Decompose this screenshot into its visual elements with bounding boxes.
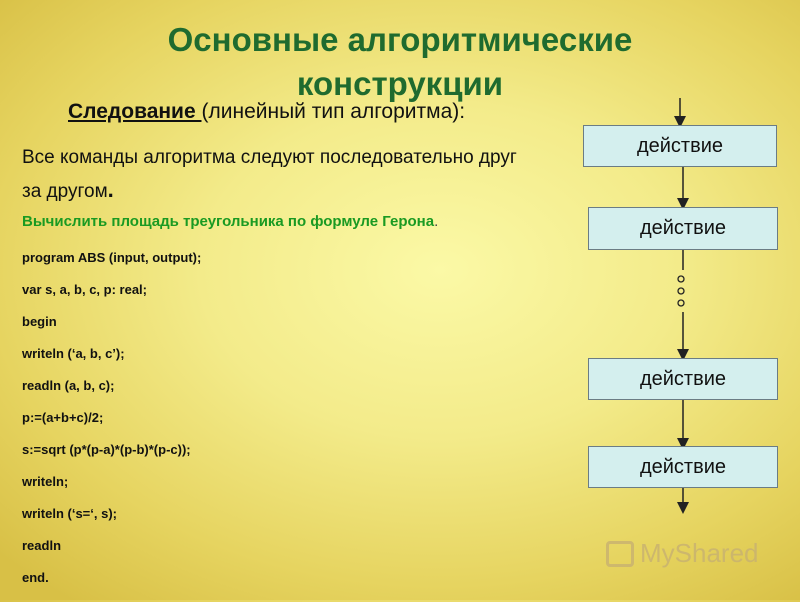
code-line: begin bbox=[22, 314, 57, 329]
code-line: program ABS (input, output); bbox=[22, 250, 202, 265]
flow-block-4: действие bbox=[588, 446, 778, 488]
description-line2-text: за другом bbox=[22, 181, 108, 202]
flow-block-3: действие bbox=[588, 358, 778, 400]
watermark-logo bbox=[606, 538, 759, 569]
code-line: writeln; bbox=[22, 474, 69, 489]
code-line: p:=(a+b+c)/2; bbox=[22, 410, 104, 425]
subtitle-rest: (линейный тип алгоритма): bbox=[201, 100, 466, 123]
slide-title-line1: Основные алгоритмические bbox=[167, 21, 633, 58]
subtitle-term: Следование bbox=[68, 100, 202, 123]
description-period: . bbox=[107, 177, 114, 202]
myshared-logo-icon bbox=[606, 541, 634, 567]
description-line1: Все команды алгоритма следуют последовательно друг bbox=[22, 147, 517, 168]
flow-block-2: действие bbox=[588, 207, 778, 250]
task-text: Вычислить площадь треугольника по формуле Герона bbox=[22, 213, 435, 230]
code-line: s:=sqrt (p*(p-a)*(p-b)*(p-c)); bbox=[22, 442, 191, 457]
code-line: end. bbox=[22, 570, 49, 585]
ellipsis-dot bbox=[678, 300, 684, 306]
watermark-text: MyShared bbox=[640, 538, 759, 568]
slide-title-line2: конструкции bbox=[296, 65, 504, 102]
code-line: writeln (‘s=‘, s); bbox=[22, 506, 117, 521]
flow-block-1: действие bbox=[583, 125, 777, 167]
code-line: readln bbox=[22, 538, 62, 553]
ellipsis-dot bbox=[678, 288, 684, 294]
code-line: readln (a, b, c); bbox=[22, 378, 115, 393]
ellipsis-dot bbox=[678, 276, 684, 282]
code-line: writeln (‘a, b, c’); bbox=[22, 346, 125, 361]
task-period: . bbox=[434, 213, 439, 230]
code-line: var s, a, b, c, p: real; bbox=[22, 282, 147, 297]
